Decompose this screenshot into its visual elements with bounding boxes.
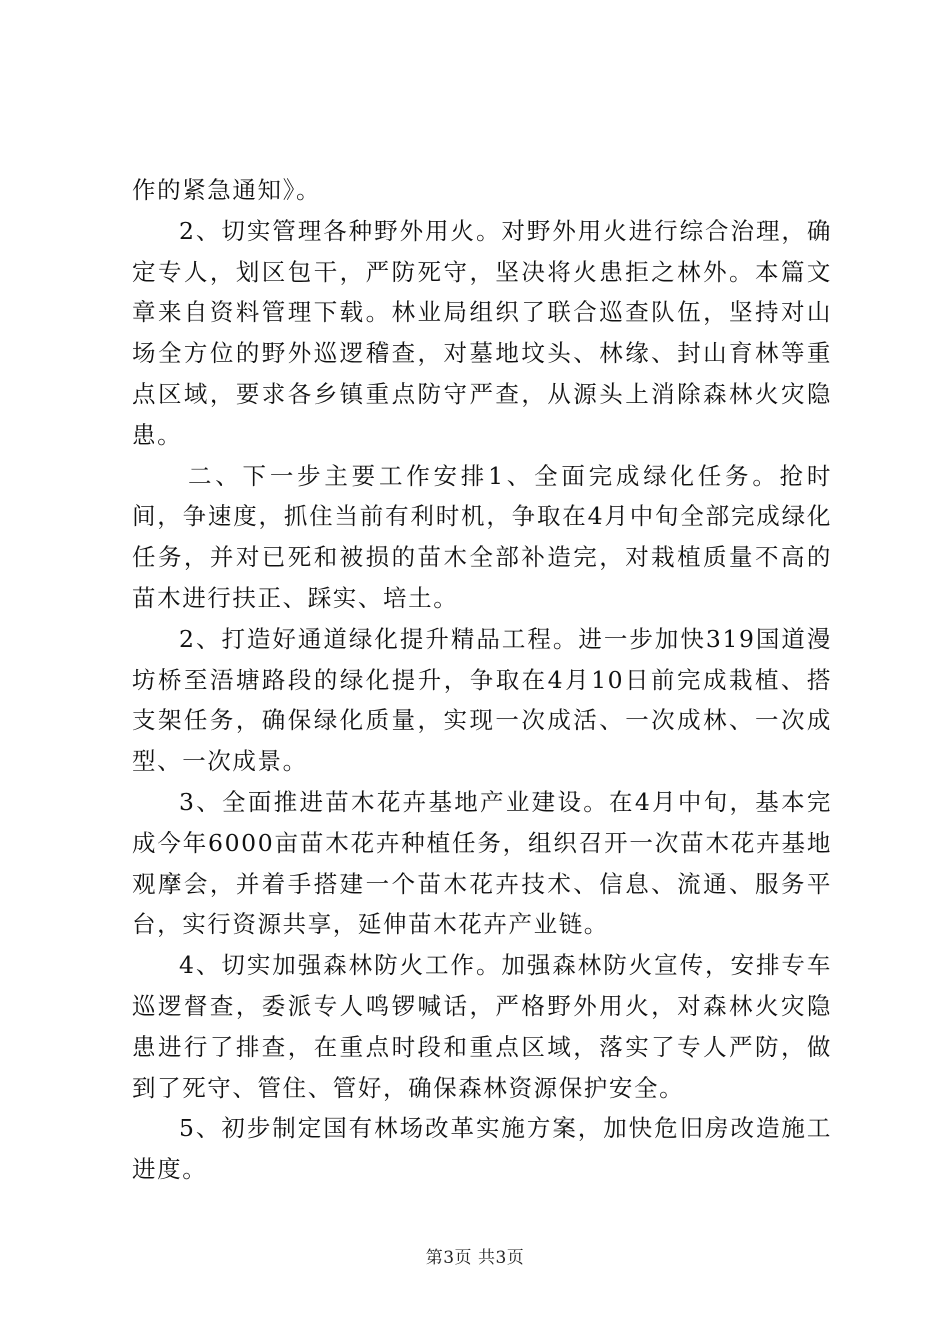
paragraph-next-steps-greening: 二、下一步主要工作安排1、全面完成绿化任务。抢时间，争速度，抓住当前有利时机，争取在4月中旬全部完成绿化任务，并对已死和被损的苗木全部补造完，对栽植质量不高的苗木进行扶正、踩实、培土。	[132, 461, 832, 612]
paragraph-forest-farm-reform: 5、初步制定国有林场改革实施方案，加快危旧房改造施工进度。	[132, 1114, 832, 1184]
paragraph-nursery-base: 3、全面推进苗木花卉基地产业建设。在4月中旬，基本完成今年6000亩苗木花卉种植任务，组织召开一次苗木花卉基地观摩会，并着手搭建一个苗木花卉技术、信息、流通、服务平台，实行资源共享，延伸苗木花卉产业链。	[132, 787, 832, 939]
paragraph-forest-fire-prevention: 4、切实加强森林防火工作。加强森林防火宣传，安排专车巡逻督查，委派专人鸣锣喊话，严格野外用火，对森林火灾隐患进行了排查，在重点时段和重点区域，落实了专人严防，做到了死守、管住、管好，确保森林资源保护安全。	[132, 951, 832, 1102]
document-body	[132, 170, 832, 1190]
page-footer: 第3页 共3页	[425, 1248, 525, 1268]
paragraph-continuation: 作的紧急通知》。	[132, 176, 322, 204]
paragraph-corridor-greening: 2、打造好通道绿化提升精品工程。进一步加快319国道漫坊桥至浯塘路段的绿化提升，争取在4月10日前完成栽植、搭支架任务，确保绿化质量，实现一次成活、一次成林、一次成型、一次成景。	[132, 624, 832, 776]
paragraph-wild-fire-management: 2、切实管理各种野外用火。对野外用火进行综合治理，确定专人，划区包干，严防死守，坚决将火患拒之林外。本篇文章来自资料管理下载。林业局组织了联合巡查队伍，坚持对山场全方位的野外巡逻稽查，对墓地坟头、林缘、封山育林等重点区域，要求各乡镇重点防守严查，从源头上消除森林火灾隐患。	[132, 216, 832, 449]
